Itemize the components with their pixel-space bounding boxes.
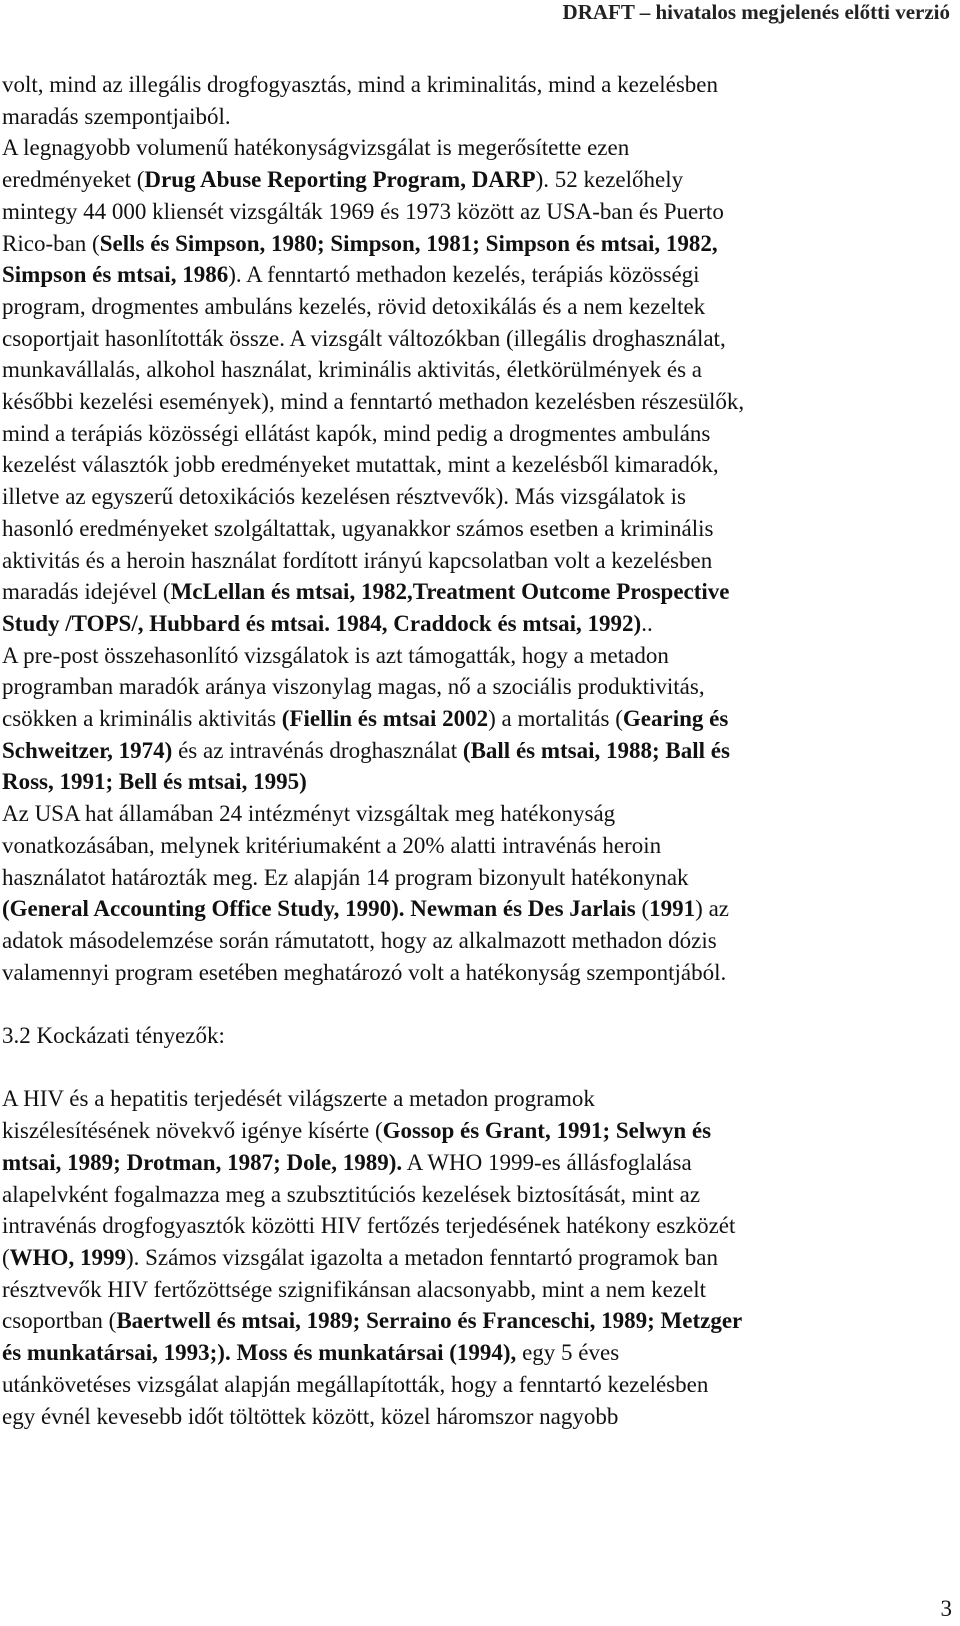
- text-run: ). A fenntartó methadon kezelés, terápiás közösségi: [228, 262, 700, 288]
- text-line: A legnagyobb volumenű hatékonyságvizsgálat is megerősítette ezen: [2, 135, 630, 161]
- text-line: programban maradók aránya viszonylag magas, nő a szociális produktivitás,: [2, 674, 705, 700]
- citation: (General Accounting Office Study, 1990). Newman és Des Jarlais: [2, 896, 636, 922]
- citation: Simpson és mtsai, 1986: [2, 262, 229, 288]
- text-line: utánkövetéses vizsgálat alapján megállapították, hogy a fenntartó kezelésben: [2, 1371, 709, 1397]
- text-line: [2, 1147, 952, 1179]
- text-run: maradás idejével (: [2, 579, 171, 605]
- section-heading: 3.2 Kockázati tényezők:: [2, 1023, 225, 1049]
- text-line: [2, 735, 952, 767]
- text-line: [2, 1337, 952, 1369]
- citation: WHO, 1999: [9, 1244, 126, 1270]
- citation: 1991: [649, 896, 696, 922]
- text-line: [2, 1305, 952, 1337]
- text-run: ) a mortalitás (: [488, 706, 623, 732]
- document-body: [2, 69, 952, 1432]
- page-number: 3: [940, 1596, 952, 1621]
- text-line: résztvevők HIV fertőzöttsége szignifikánsan alacsonyabb, mint a nem kezelt: [2, 1276, 707, 1302]
- text-run: csökken a kriminális aktivitás: [2, 706, 282, 732]
- text-line: [2, 703, 952, 735]
- citation: mtsai, 1989; Drotman, 1987; Dole, 1989).: [2, 1149, 403, 1175]
- text-line: [2, 1115, 952, 1147]
- citation: Gossop és Grant, 1991; Selwyn és: [382, 1118, 712, 1144]
- text-line: illetve az egyszerű detoxikációs kezelésen résztvevők). Más vizsgálatok is: [2, 484, 686, 510]
- text-line: későbbi kezelési események), mind a fenntartó methadon kezelésben részesülők,: [2, 389, 745, 415]
- text-line: [2, 576, 952, 608]
- citation: Sells és Simpson, 1980; Simpson, 1981; Simpson és mtsai, 1982,: [99, 230, 718, 256]
- text-run: ). Számos vizsgálat igazolta a metadon fenntartó programok ban: [125, 1244, 719, 1270]
- text-run: kiszélesítésének növekvő igénye kísérte (: [2, 1118, 383, 1144]
- text-run: csoportban (: [2, 1308, 117, 1334]
- text-line: Az USA hat államában 24 intézményt vizsgáltak meg hatékonyság: [2, 801, 616, 827]
- paragraph-1: [2, 69, 952, 988]
- text-line: [2, 164, 952, 196]
- text-line: maradás szempontjaiból.: [2, 103, 231, 129]
- text-run: eredményeket (: [2, 167, 145, 193]
- text-run: A WHO 1999-es állásfoglalása: [402, 1149, 692, 1175]
- text-line: [2, 259, 952, 291]
- citation: (Ball és mtsai, 1988; Ball és: [462, 737, 730, 763]
- citation: és munkatársai, 1993;). Moss és munkatársai (1994),: [2, 1340, 517, 1366]
- text-line: használatot határozták meg. Ez alapján 14 program bizonyult hatékonynak: [2, 864, 689, 890]
- citation: Ross, 1991; Bell és mtsai, 1995): [2, 769, 307, 795]
- text-line: hasonló eredményeket szolgáltattak, ugyanakkor számos esetben a kriminális: [2, 515, 714, 541]
- text-line: [2, 1242, 952, 1274]
- text-line: adatok másodelemzése során rámutatott, hogy az alkalmazott methadon dózis: [2, 927, 717, 953]
- text-line: [2, 228, 952, 260]
- text-line: egy évnél kevesebb időt töltöttek között, közel háromszor nagyobb: [2, 1403, 619, 1429]
- text-line: valamennyi program esetében meghatározó volt a hatékonyság szempontjából.: [2, 959, 727, 985]
- citation: (Fiellin és mtsai 2002: [281, 706, 489, 732]
- text-line: mind a terápiás közösségi ellátást kapók, mind pedig a drogmentes ambuláns: [2, 420, 711, 446]
- citation: Study /TOPS/, Hubbard és mtsai. 1984, Craddock és mtsai, 1992): [2, 610, 642, 636]
- paragraph-2: [2, 1083, 952, 1432]
- text-run: (: [2, 1244, 10, 1270]
- text-run: Rico-ban (: [2, 230, 100, 256]
- text-run: és az intravénás droghasználat: [172, 737, 463, 763]
- text-line: A HIV és a hepatitis terjedését világszerte a metadon programok: [2, 1086, 595, 1112]
- text-line: volt, mind az illegális drogfogyasztás, mind a kriminalitás, mind a kezelésben: [2, 72, 719, 97]
- text-line: A pre-post összehasonlító vizsgálatok is azt támogatták, hogy a metadon: [2, 642, 669, 668]
- text-line: aktivitás és a heroin használat fordított irányú kapcsolatban volt a kezelésben: [2, 547, 713, 573]
- citation: Baertwell és mtsai, 1989; Serraino és Franceschi, 1989; Metzger: [116, 1308, 743, 1334]
- text-line: [2, 608, 952, 640]
- text-line: kezelést választók jobb eredményeket mutattak, mint a kezelésből kimaradók,: [2, 452, 719, 478]
- text-line: munkavállalás, alkohol használat, kriminális aktivitás, életkörülmények és a: [2, 357, 703, 383]
- text-run: ) az: [695, 896, 729, 922]
- text-run: ..: [641, 610, 653, 636]
- citation: Drug Abuse Reporting Program, DARP: [144, 167, 536, 193]
- text-line: mintegy 44 000 kliensét vizsgálták 1969 és 1973 között az USA-ban és Puerto: [2, 198, 724, 224]
- text-line: program, drogmentes ambuláns kezelés, rövid detoxikálás és a nem kezeltek: [2, 293, 706, 319]
- text-line: vonatkozásában, melynek kritériumaként a 20% alatti intravénás heroin: [2, 832, 662, 858]
- citation: Gearing és: [622, 706, 729, 732]
- text-line: [2, 766, 952, 798]
- text-line: [2, 893, 952, 925]
- text-run: ). 52 kezelőhely: [535, 167, 684, 193]
- text-line: intravénás drogfogyasztók közötti HIV fertőzés terjedésének hatékony eszközét: [2, 1213, 736, 1239]
- draft-header: DRAFT – hivatalos megjelenés előtti verzió: [562, 0, 950, 24]
- text-run: (: [635, 896, 650, 922]
- text-line: alapelvként fogalmazza meg a szubsztitúciós kezelések biztosítását, mint az: [2, 1181, 701, 1207]
- text-run: egy 5 éves: [516, 1340, 620, 1366]
- citation: Schweitzer, 1974): [2, 737, 173, 763]
- text-line: csoportjait hasonlították össze. A vizsgált változókban (illegális droghasználat,: [2, 325, 726, 351]
- citation: McLellan és mtsai, 1982,Treatment Outcome Prospective: [170, 579, 730, 605]
